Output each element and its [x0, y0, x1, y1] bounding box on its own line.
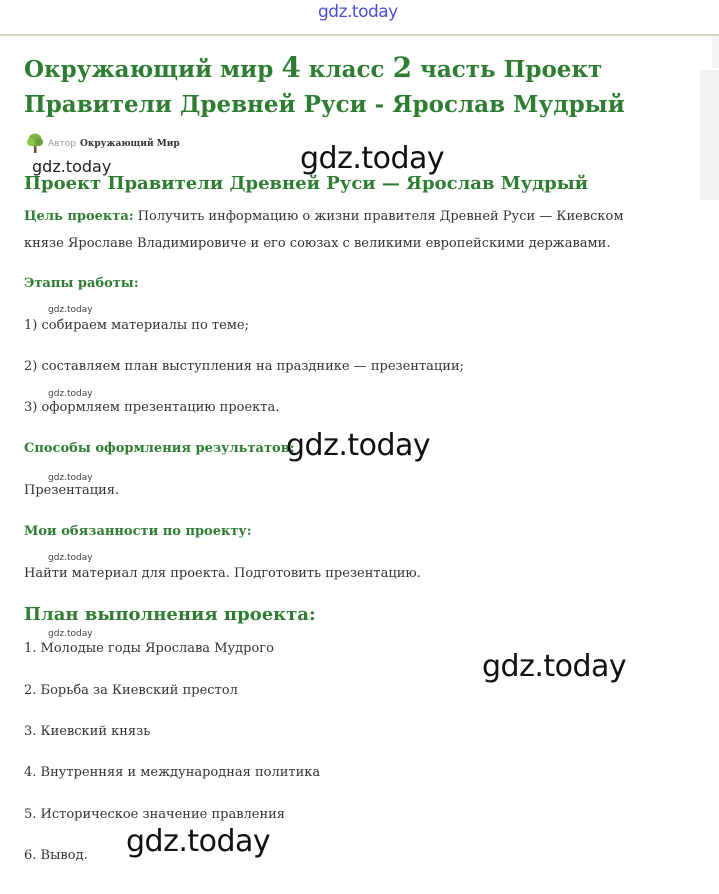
stage-item: 3) оформляем презентацию проекта. [24, 400, 280, 415]
plan-item: 4. Внутренняя и международная политика [24, 765, 321, 780]
goal-text: Получить информацию о жизни правителя Древней Руси — Киевском князе Ярославе Владимировиче и его союзах с великими европейскими державами. [24, 209, 624, 251]
stage-item: 1) собираем материалы по теме; [24, 318, 249, 333]
plan-item: 5. Историческое значение правления [24, 807, 285, 822]
watermark: gdz.today [126, 824, 271, 859]
title-grade-number: 4 [281, 51, 301, 84]
sidebar-edge-top [712, 36, 719, 68]
plan-heading: План выполнения проекта: [24, 604, 316, 625]
goal-paragraph [24, 203, 664, 257]
site-logo[interactable]: gdz.today [318, 2, 398, 22]
stage-item: 2) составляем план выступления на празднике — презентации; [24, 359, 464, 374]
watermark: gdz.today [48, 305, 93, 315]
watermark: gdz.today [482, 649, 627, 684]
plan-item: 1. Молодые годы Ярослава Мудрого [24, 641, 274, 656]
duties-text: Найти материал для проекта. Подготовить презентацию. [24, 566, 421, 581]
page-title [24, 50, 664, 122]
title-part: класс [300, 56, 393, 83]
watermark: gdz.today [48, 629, 93, 639]
top-bar [0, 0, 719, 34]
title-part-number: 2 [392, 51, 413, 84]
watermark: gdz.today [48, 553, 93, 563]
sidebar-edge [700, 70, 719, 200]
author-label: Автор [48, 139, 76, 149]
goal-label: Цель проекта: [24, 209, 134, 224]
header-divider [0, 34, 719, 36]
stages-label: Этапы работы: [24, 276, 139, 291]
methods-text: Презентация. [24, 483, 120, 498]
plan-item: 3. Киевский князь [24, 724, 151, 739]
watermark: gdz.today [300, 141, 445, 176]
title-part: часть Проект Правители Древней Руси - Ярослав Мудрый [24, 56, 625, 118]
methods-label: Способы оформления результатов: [24, 441, 295, 456]
author-link[interactable]: Окружающий Мир [80, 139, 180, 149]
plan-item: 2. Борьба за Киевский престол [24, 683, 238, 698]
watermark: gdz.today [48, 473, 93, 483]
watermark: gdz.today [32, 157, 112, 176]
plan-item: 6. Вывод. [24, 848, 88, 863]
tree-icon [24, 132, 46, 154]
duties-label: Мои обязанности по проекту: [24, 524, 252, 539]
title-part: Окружающий мир [24, 56, 282, 83]
article-heading: Проект Правители Древней Руси — Ярослав Мудрый [24, 173, 589, 194]
watermark: gdz.today [48, 389, 93, 399]
watermark: gdz.today [286, 428, 431, 463]
